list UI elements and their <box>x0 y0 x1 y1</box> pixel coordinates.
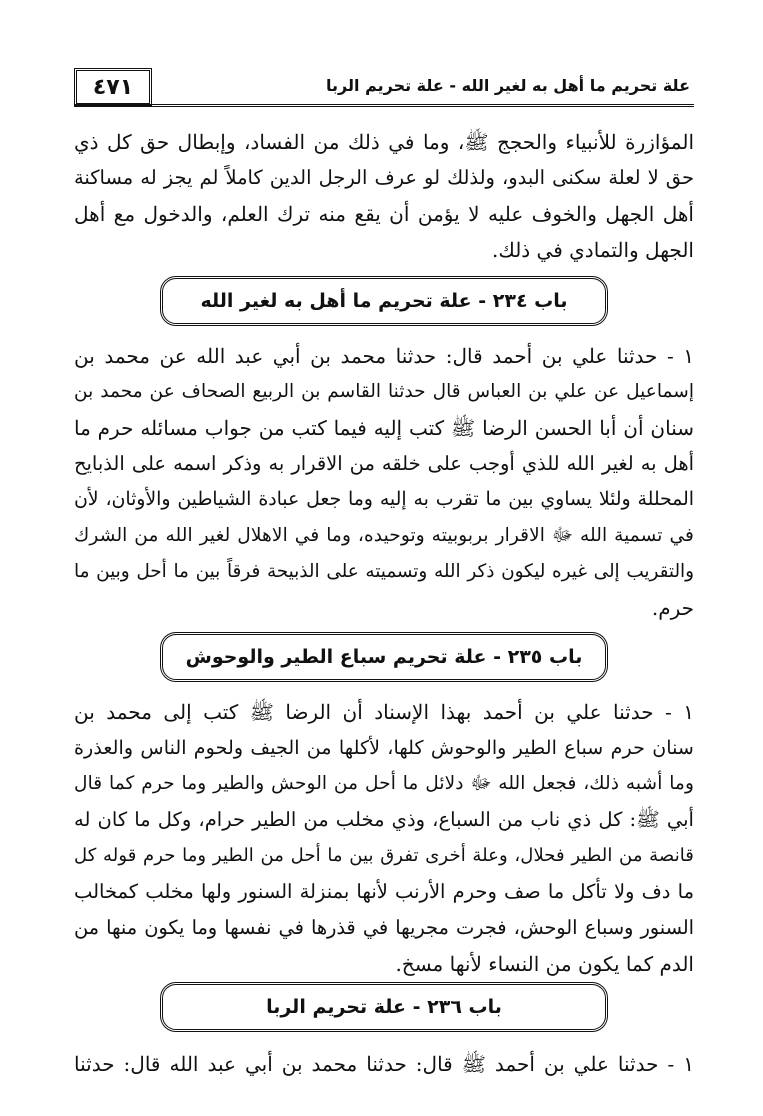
chapter-235-paragraph <box>74 694 694 982</box>
text-line: أبي ﷺ: كل ذي ناب من السباع، وذي مخلب من الطير حرام، وكل ما كان له <box>74 808 694 831</box>
text-line: قانصة من الطير فحلال، وعلة أخرى تفرق بين ما أحل من الطير وما حرم قوله كل <box>74 845 694 866</box>
text-line: الجهل والتمادي في ذلك. <box>491 238 694 262</box>
text-line: وما أشبه ذلك، فجعل الله ﷻ دلائل ما أحل من الوحش والطير وما حرم كما قال <box>74 773 694 794</box>
text-line: أهل به لغير الله للذي أوجب على خلقه من الاقرار به وذكر اسمه على الذبايح <box>74 452 694 475</box>
chapter-heading-236: باب ٢٣٦ - علة تحريم الربا <box>160 982 608 1032</box>
text-line: ١ - حدثنا علي بن أحمد قال: حدثنا محمد بن أبي عبد الله عن محمد بن <box>74 344 694 368</box>
text-line: سنان حرم سباع الطير والوحوش كلها، لأكلها من الجيف ولحوم الناس والعذرة <box>74 736 694 759</box>
chapter-234-paragraph <box>74 338 694 626</box>
text-line: والتقريب إلى غيره ليكون ذكر الله وتسميته على الذبيحة فرقاً بين ما أحل وبين ما <box>74 561 694 582</box>
chapter-236-paragraph <box>74 1046 694 1082</box>
text-line: أهل الجهل والخوف عليه لا يؤمن أن يقع منه ترك العلم، والدخول مع أهل <box>74 202 694 226</box>
text-line: السنور وسباع الوحش، فجرت مجريها في قذرها في نفسها وما يكون منها من <box>74 916 694 939</box>
text-line: ١ - حدثنا علي بن أحمد بهذا الإسناد أن الرضا ﷺ كتب إلى محمد بن <box>74 700 694 724</box>
text-line: المحللة ولئلا يساوي بين ما تقرب به إليه وما جعل عبادة الشياطين والأوثان، لأن <box>74 489 694 510</box>
chapter-heading-234: باب ٢٣٤ - علة تحريم ما أهل به لغير الله <box>160 276 608 326</box>
page-header <box>74 62 694 107</box>
text-line: سنان أن أبا الحسن الرضا ﷺ كتب إليه فيما كتب من جواب مسائله حرم ما <box>74 416 694 440</box>
text-line: حرم. <box>651 596 694 620</box>
intro-paragraph <box>74 124 694 268</box>
text-line: الدم كما يكون من النساء لأنها مسخ. <box>395 952 694 976</box>
running-title: علة تحريم ما أهل به لغير الله - علة تحريم الربا <box>326 76 690 95</box>
chapter-heading-235: باب ٢٣٥ - علة تحريم سباع الطير والوحوش <box>160 632 608 682</box>
text-line: إسماعيل عن علي بن العباس قال حدثنا القاسم بن الربيع الصحاف عن محمد بن <box>74 381 694 402</box>
text-line: المؤازرة للأنبياء والحجج ﷺ، وما في ذلك من الفساد، وإبطال حق كل ذي <box>74 130 694 154</box>
page-number: ٤٧١ <box>74 68 152 106</box>
text-line: حق لا لعلة سكنى البدو، ولذلك لو عرف الرجل الدين كاملاً لم يجز له مساكنة <box>74 166 694 189</box>
text-line: ١ - حدثنا علي بن أحمد ﷺ قال: حدثنا محمد بن أبي عبد الله قال: حدثنا <box>74 1052 694 1076</box>
text-line: ما دف ولا تأكل ما صف وحرم الأرنب لأنها بمنزلة السنور ولها مخلب كمخالب <box>74 880 694 903</box>
text-line: في تسمية الله ﷻ الاقرار بربوبيته وتوحيده، وما في الاهلال لغير الله من الشرك <box>74 525 694 546</box>
